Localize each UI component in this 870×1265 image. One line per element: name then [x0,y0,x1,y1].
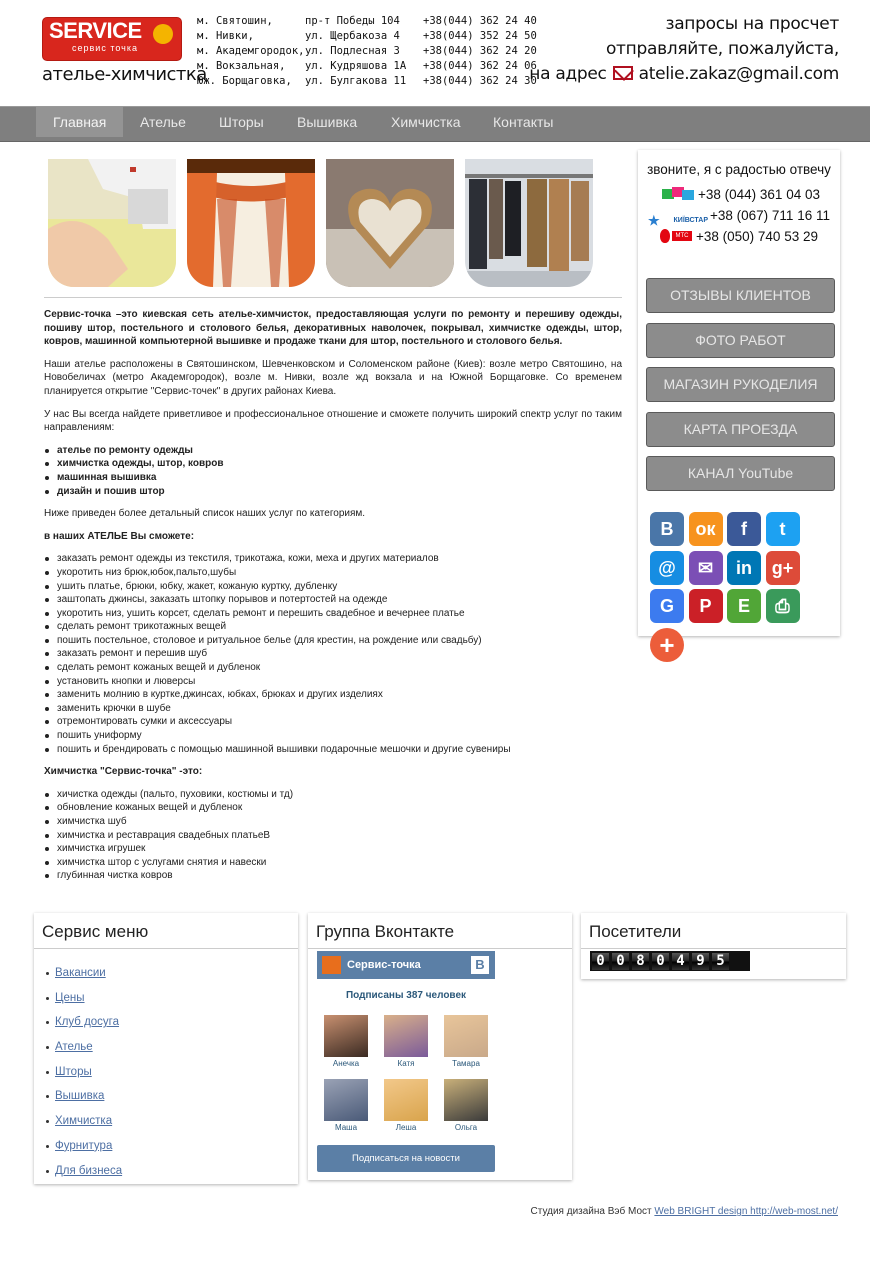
mts-icon [660,229,694,243]
visitors-title: Посетители [581,913,846,949]
vk-member-avatar[interactable] [384,1015,428,1057]
phone-mts [660,229,818,244]
odnoklassniki-icon[interactable]: ок [689,512,723,546]
address-list [197,14,537,89]
atelier-service-item: сделать ремонт кожаных вещей и дубленок [44,661,622,675]
envelope-icon [613,66,633,80]
cleaning-service-item: химчистка игрушек [44,842,622,856]
order-request-text [529,12,839,87]
counter-digit: 9 [692,953,709,970]
google-plus-icon[interactable]: g+ [766,551,800,585]
cleaning-service-item: хичистка одежды (пальто, пуховики, костюмы и тд) [44,788,622,802]
direction-item: химчистка одежды, штор, ковров [44,457,622,471]
address-row [197,14,537,29]
sidebar-button[interactable]: КАНАЛ YouTube [646,456,835,491]
counter-digit: 0 [612,953,629,970]
intro-paragraph: Сервис-точка –это киевская сеть ателье-химчисток, предоставляющая услуги по ремонту и перешиву одежды, пошиву штор, постельного и столового белья, декоративных наволочек, покрывал, химчистке одежды, штор, ковров, машинной компьютерной вышивке и продаже ткани для штор, постельного и столового белья. [44,309,622,348]
counter-digit: 0 [592,953,609,970]
vk-member-name[interactable]: Тамара [452,1059,480,1068]
linkedin-icon[interactable]: in [727,551,761,585]
footer-credit [531,1206,838,1217]
address-phone[interactable]: +38(044) 362 24 06 [423,60,537,72]
attitude-paragraph: У нас Вы всегда найдете приветливое и профессиональное отношение и сможете получить широкий спектр услуг по таким направлениям: [44,408,622,434]
kyivstar-icon: ★ КИЇВСТАР [648,213,708,228]
sidebar-button[interactable]: МАГАЗИН РУКОДЕЛИЯ [646,367,835,402]
request-line-3 [529,62,839,87]
service-menu-item [46,961,298,986]
nav-item[interactable]: Вышивка [297,114,358,130]
address-row [197,74,537,89]
photo-embroidery-heart [326,159,454,287]
sidebar-button[interactable]: КАРТА ПРОЕЗДА [646,412,835,447]
service-menu-link[interactable]: Шторы [55,1065,92,1078]
atelier-service-item: пошить униформу [44,729,622,743]
vk-subscribe-button[interactable]: Подписаться на новости [317,1145,495,1172]
article-body [44,308,622,892]
vk-member-name[interactable]: Леша [395,1123,417,1132]
atelier-service-item: заказать ремонт и перешив шуб [44,647,622,661]
service-menu-link[interactable]: Химчистка [55,1115,113,1128]
cleaning-service-item: обновление кожаных вещей и дубленок [44,801,622,815]
atelier-service-item: отремонтировать сумки и аксессуары [44,715,622,729]
photo-curtains [187,159,315,287]
service-menu-item [46,1109,298,1134]
atelier-services-list [44,552,622,756]
atelier-service-item: укоротить низ брюк,юбок,пальто,шубы [44,566,622,580]
request-line-1: запросы на просчет [665,14,839,34]
address-row [197,29,537,44]
vk-member-avatar[interactable] [444,1079,488,1121]
phone-kyivstar [648,208,830,228]
service-menu-item [46,1084,298,1109]
print-icon[interactable]: ⎙ [766,589,800,623]
address-district: м. Святошин, [197,15,273,27]
vk-member-avatar[interactable] [384,1079,428,1121]
more-icon[interactable]: + [650,628,684,662]
nav-item[interactable]: Химчистка [391,114,461,130]
service-menu-item [46,986,298,1011]
address-street: ул. Подлесная 3 [305,45,400,57]
cleaning-service-item: глубинная чистка ковров [44,869,622,883]
counter-digit: 8 [632,953,649,970]
vk-member-name[interactable]: Катя [397,1059,415,1068]
counter-digit: 5 [712,953,729,970]
atelier-service-item: ушить платье, брюки, юбку, жакет, кожаную куртку, дубленку [44,580,622,594]
direction-item: ателье по ремонту одежды [44,444,622,458]
vk-member-name[interactable]: Анечка [332,1059,360,1068]
address-street: ул. Булгакова 11 [305,75,407,87]
atelier-service-item: заказать ремонт одежды из текстиля, трикотажа, кожи, меха и других материалов [44,552,622,566]
vk-member-avatar[interactable] [324,1015,368,1057]
nav-item[interactable]: Ателье [140,114,186,130]
vk-group-avatar [322,956,341,974]
address-phone[interactable]: +38(044) 362 24 20 [423,45,537,57]
mail-ru-icon[interactable]: @ [650,551,684,585]
counter-digit: 0 [652,953,669,970]
visitor-counter [590,951,750,971]
main-navigation [0,106,870,142]
photo-dry-cleaning [465,159,593,287]
logo-subtitle: сервис точка [72,43,138,53]
footer-text: Студия дизайна Вэб Мост [530,1206,652,1217]
service-menu-item [46,1134,298,1159]
atelier-service-item: заменить молнию в куртке,джинсах, юбках, брюках и других изделиях [44,688,622,702]
vk-group-title: Группа Вконтакте [308,913,572,949]
photo-sewing-machine [48,159,176,287]
counter-digit: 4 [672,953,689,970]
atelier-service-item: пошить и брендировать с помощью машинной вышивки подарочные мешочки и другие сувениры [44,743,622,757]
vk-subscribers-count: Подписаны 387 человек [345,990,467,1001]
service-menu-link[interactable]: Вакансии [55,967,106,979]
cleaning-service-item: химчистка шуб [44,815,622,829]
atelier-heading: в наших АТЕЛЬЕ Вы сможете: [44,530,195,542]
mts-label: МТС [672,231,692,241]
atelier-service-item: установить кнопки и люверсы [44,675,622,689]
visitors-widget [581,913,846,979]
vk-group-header[interactable] [317,951,495,979]
address-street: пр-т Победы 104 [305,15,400,27]
atelier-service-item: укоротить низ, ушить корсет, сделать ремонт и перешить свадебное и вечернее платье [44,607,622,621]
service-menu-item [46,1060,298,1085]
address-district: м. Нивки, [197,30,254,42]
divider [44,297,622,298]
google-icon[interactable]: G [650,589,684,623]
logo-dot-icon [153,24,173,44]
request-line-2: отправляйте, пожалуйста, [605,39,839,59]
service-menu-link[interactable]: Клуб досуга [55,1016,120,1029]
direction-item: машинная вышивка [44,471,622,485]
service-menu-list [34,961,298,1183]
service-menu-link[interactable]: Цены [55,991,85,1004]
email-icon[interactable]: ✉ [689,551,723,585]
email-address[interactable]: atelie.zakaz@gmail.com [638,64,839,84]
service-menu-widget [34,913,298,1184]
request-prefix: на адрес [529,64,607,84]
phone-kyivstar-line [662,187,820,202]
twitter-icon[interactable]: t [766,512,800,546]
directions-list [44,444,622,498]
nav-item[interactable]: Шторы [219,114,264,130]
footer-link[interactable]: Web BRIGHT design http://web-most.net/ [654,1206,838,1217]
atelier-service-item: заменить крючки в шубе [44,702,622,716]
phone-3[interactable]: +38 (050) 740 53 29 [696,229,818,244]
address-row [197,44,537,59]
service-menu-title: Сервис меню [34,913,298,949]
kyivstar-label: КИЇВСТАР [673,217,708,224]
facebook-icon[interactable]: f [727,512,761,546]
cleaning-heading: Химчистка "Сервис-точка" -это: [44,766,203,778]
atelier-service-item: заштопать джинсы, заказать штопку порывов и потертостей на одежде [44,593,622,607]
address-district: Юж. Борщаговка, [197,75,292,87]
cleaning-service-item: химчистка и реставрация свадебных платьеВ [44,829,622,843]
address-street: ул. Кудряшова 1А [305,60,407,72]
address-phone[interactable]: +38(044) 352 24 50 [423,30,537,42]
vk-logo-icon: B [471,956,489,974]
nav-item[interactable]: Контакты [493,114,554,130]
atelier-service-item: пошить постельное, столовое и ритуальное белье (для крестин, на рождение или свадьбу) [44,634,622,648]
address-phone[interactable]: +38(044) 362 24 40 [423,15,537,27]
locations-paragraph: Наши ателье расположены в Святошинском, Шевченковском и Соломенском районе (Киев): возле метро Святошино, на Новобеличах (метро Академгородок), возле м. Нивки, возле жд вокзала и на Южной Борщаговке. Со временем планируется открытие "Сервис-точек" в других районах Киева. [44,358,622,397]
phone-1[interactable]: +38 (044) 361 04 03 [698,187,820,202]
evernote-icon[interactable]: E [727,589,761,623]
atelier-service-item: сделать ремонт трикотажных вещей [44,620,622,634]
address-street: ул. Щербакоза 4 [305,30,400,42]
vk-member-name[interactable]: Маша [334,1123,358,1132]
service-menu-link[interactable]: Ателье [55,1041,93,1054]
service-menu-item [46,1010,298,1035]
vk-member-name[interactable]: Ольга [454,1123,478,1132]
service-menu-item [46,1159,298,1184]
address-district: м. Академгородок, [197,45,305,57]
vkontakte-icon[interactable]: B [650,512,684,546]
vk-group-name: Сервис-точка [347,959,421,971]
vk-group-widget [308,913,572,1180]
logo-word: SERVICE [49,18,142,43]
nav-item[interactable]: Главная [36,107,123,137]
sidebar-button[interactable]: ОТЗЫВЫ КЛИЕНТОВ [646,278,835,313]
sidebar-title: звоните, я с радостью отвечу [647,162,831,177]
cleaning-services-list [44,788,622,883]
direction-item: дизайн и пошив штор [44,485,622,499]
service-menu-link[interactable]: Вышивка [55,1090,105,1103]
main-content [36,150,630,895]
vk-member-avatar[interactable] [324,1079,368,1121]
contact-sidebar [638,150,840,660]
life-operator-icon [662,187,696,201]
sidebar-button[interactable]: ФОТО РАБОТ [646,323,835,358]
cleaning-service-item: химчистка штор с услугами снятия и навески [44,856,622,870]
address-row [197,59,537,74]
pinterest-icon[interactable]: P [689,589,723,623]
vk-member-avatar[interactable] [444,1015,488,1057]
service-menu-item [46,1035,298,1060]
address-phone[interactable]: +38(044) 362 24 30 [423,75,537,87]
phone-2[interactable]: +38 (067) 711 16 11 [710,208,830,223]
logo-caption: ателье-химчистка [42,64,207,85]
categories-paragraph: Ниже приведен более детальный список наших услуг по категориям. [44,508,366,520]
service-menu-link[interactable]: Для бизнеса [55,1164,123,1177]
address-district: м. Вокзальная, [197,60,286,72]
service-menu-link[interactable]: Фурнитура [55,1139,113,1152]
